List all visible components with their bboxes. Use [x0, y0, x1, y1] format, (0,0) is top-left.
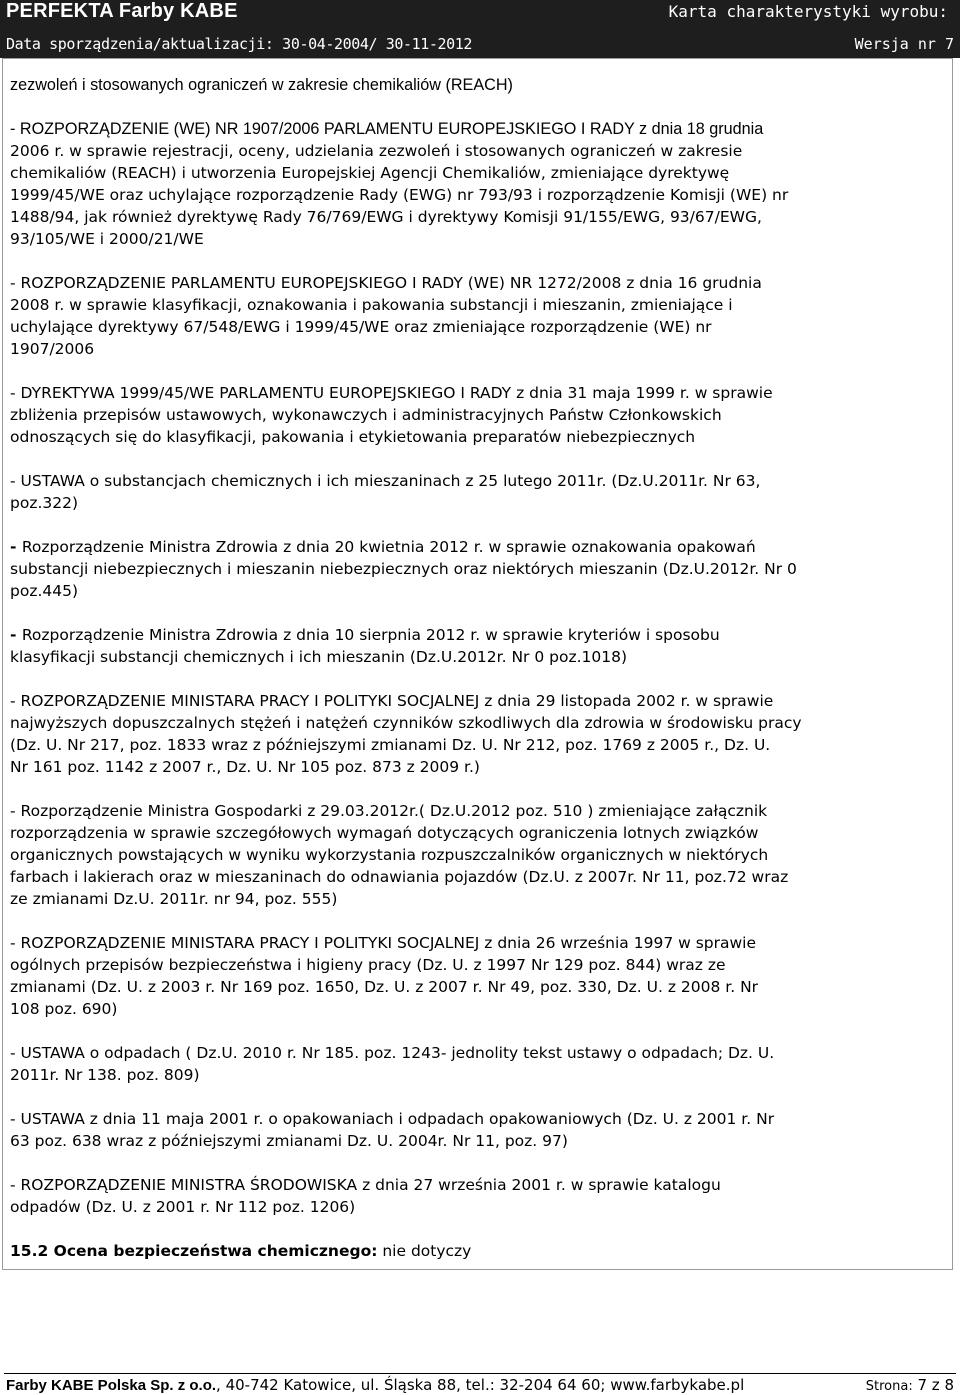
footer-divider	[4, 1373, 956, 1374]
paragraph-line: - ROZPORZĄDZENIE (WE) NR 1907/2006 PARLAMENTU EUROPEJSKIEGO I RADY z dnia 18 grudnia	[10, 120, 764, 138]
date-line: Data sporządzenia/aktualizacji: 30-04-2004/ 30-11-2012	[6, 35, 473, 53]
paragraph-line: - USTAWA o odpadach ( Dz.U. 2010 r. Nr 185. poz. 1243- jednolity tekst ustawy o odpadach; Dz. U.	[10, 1044, 775, 1062]
paragraph-line: 2011r. Nr 138. poz. 809)	[10, 1066, 200, 1084]
bold-dash: -	[10, 538, 22, 556]
paragraph-line-text: Rozporządzenie Ministra Zdrowia z dnia 10 sierpnia 2012 r. w sprawie kryteriów i sposobu	[21, 626, 720, 644]
footer-company: Farby KABE Polska Sp. z o.o.	[6, 1377, 217, 1394]
paragraph-line: - ROZPORZĄDZENIE MINISTARA PRACY I POLITYKI SOCJALNEJ z dnia 29 listopada 2002 r. w sprawie	[10, 692, 774, 710]
paragraph-line: - ROZPORZĄDZENIE MINISTARA PRACY I POLITYKI SOCJALNEJ z dnia 26 września 1997 w sprawie	[10, 934, 757, 952]
paragraph-line: - DYREKTYWA 1999/45/WE PARLAMENTU EUROPEJSKIEGO I RADY z dnia 31 maja 1999 r. w sprawie	[10, 384, 773, 402]
page-number	[866, 1376, 954, 1394]
paragraph-line: - USTAWA o substancjach chemicznych i ich mieszaninach z 25 lutego 2011r. (Dz.U.2011r. Nr 63,	[10, 472, 761, 490]
paragraph-line: - USTAWA z dnia 11 maja 2001 r. o opakowaniach i odpadach opakowaniowych (Dz. U. z 2001 r. Nr	[10, 1110, 775, 1128]
paragraph-line: najwyższych dopuszczalnych stężeń i natężeń czynników szkodliwych dla zdrowia w środowisku pracy	[10, 714, 802, 732]
paragraph-line: 63 poz. 638 wraz z późniejszymi zmianami Dz. U. 2004r. Nr 11, poz. 97)	[10, 1132, 568, 1150]
regulation-paragraph	[10, 1174, 940, 1218]
paragraph-line: 2006 r. w sprawie rejestracji, oceny, udzielania zezwoleń i stosowanych ograniczeń w zakresie	[10, 142, 743, 160]
regulation-paragraph	[10, 272, 940, 360]
paragraph-line	[10, 624, 940, 646]
paragraph-line: ogólnych przepisów bezpieczeństwa i higieny pracy (Dz. U. z 1997 Nr 129 poz. 844) wraz ze	[10, 956, 726, 974]
bold-dash: -	[10, 626, 22, 644]
page-label: Strona:	[865, 1379, 913, 1394]
paragraph-line: zbliżenia przepisów ustawowych, wykonawczych i administracyjnych Państw Członkowskich	[10, 406, 722, 424]
paragraph-line: 93/105/WE i 2000/21/WE	[10, 230, 204, 248]
paragraph-line: zezwoleń i stosowanych ograniczeń w zakresie chemikaliów (REACH)	[10, 76, 513, 94]
regulation-paragraph	[10, 1108, 940, 1152]
section-title: 15.2 Ocena bezpieczeństwa chemicznego:	[10, 1242, 378, 1260]
paragraph-line: chemikaliów (REACH) i utworzenia Europejskiej Agencji Chemikaliów, zmieniające dyrektywę	[10, 164, 730, 182]
regulation-paragraph	[10, 74, 940, 96]
paragraph-line	[10, 536, 940, 558]
paragraph-line: odpadów (Dz. U. z 2001 r. Nr 112 poz. 1206)	[10, 1198, 356, 1216]
regulation-paragraph	[10, 800, 940, 910]
paragraph-line: - ROZPORZĄDZENIE PARLAMENTU EUROPEJSKIEGO I RADY (WE) NR 1272/2008 z dnia 16 grudnia	[10, 274, 762, 292]
paragraph-line: 2008 r. w sprawie klasyfikacji, oznakowania i pakowania substancji i mieszanin, zmieniające i	[10, 296, 733, 314]
paragraph-line: poz.445)	[10, 582, 79, 600]
document-header	[0, 0, 960, 58]
paragraph-line: Nr 161 poz. 1142 z 2007 r., Dz. U. Nr 105 poz. 873 z 2009 r.)	[10, 758, 480, 776]
paragraph-line: zmianami (Dz. U. z 2003 r. Nr 169 poz. 1650, Dz. U. z 2007 r. Nr 49, poz. 330, Dz. U. z 2008 r. Nr	[10, 978, 759, 996]
paragraph-line: poz.322)	[10, 494, 79, 512]
paragraph-line: - ROZPORZĄDZENIE MINISTRA ŚRODOWISKA z dnia 27 września 2001 r. w sprawie katalogu	[10, 1176, 721, 1194]
regulation-paragraph	[10, 624, 940, 668]
regulation-paragraph	[10, 690, 940, 778]
document-title: Karta charakterystyki wyrobu:	[668, 2, 948, 21]
regulation-paragraph	[10, 118, 940, 250]
regulation-paragraph	[10, 382, 940, 448]
paragraph-line: rozporządzenia w sprawie szczegółowych wymagań dotyczących ograniczenia lotnych związków	[10, 824, 759, 842]
regulation-paragraph	[10, 932, 940, 1020]
regulation-paragraph	[10, 1042, 940, 1086]
paragraph-line: 108 poz. 690)	[10, 1000, 118, 1018]
footer	[6, 1376, 952, 1394]
paragraph-line-text: Rozporządzenie Ministra Zdrowia z dnia 20 kwietnia 2012 r. w sprawie oznakowania opakowań	[21, 538, 756, 556]
paragraph-line: - Rozporządzenie Ministra Gospodarki z 29.03.2012r.( Dz.U.2012 poz. 510 ) zmieniające załącznik	[10, 802, 768, 820]
section-value: nie dotyczy	[382, 1242, 472, 1260]
paragraph-line: uchylające dyrektywy 67/548/EWG i 1999/45/WE oraz zmieniające rozporządzenie (WE) nr	[10, 318, 712, 336]
paragraph-line: 1488/94, jak również dyrektywę Rady 76/769/EWG i dyrektywy Komisji 91/155/EWG, 93/67/EWG,	[10, 208, 762, 226]
page-value: 7 z 8	[917, 1376, 954, 1394]
paragraph-line: farbach i lakierach oraz w mieszaninach do odnawiania pojazdów (Dz.U. z 2007r. Nr 11, poz.72 wraz	[10, 868, 789, 886]
paragraph-line: odnoszących się do klasyfikacji, pakowania i etykietowania preparatów niebezpiecznych	[10, 428, 696, 446]
section-15-2	[10, 1240, 940, 1262]
paragraph-line: (Dz. U. Nr 217, poz. 1833 wraz z późniejszymi zmianami Dz. U. Nr 212, poz. 1769 z 2005 r., Dz. U.	[10, 736, 771, 754]
paragraph-line: 1999/45/WE oraz uchylające rozporządzenie Rady (EWG) nr 793/93 i rozporządzenie Komisji (WE) nr	[10, 186, 789, 204]
paragraph-line: organicznych powstających w wyniku wykorzystania rozpuszczalników organicznych w niektórych	[10, 846, 769, 864]
document-body	[10, 74, 940, 1284]
regulation-paragraph	[10, 536, 940, 602]
regulation-paragraph	[10, 470, 940, 514]
footer-address: , 40-742 Katowice, ul. Śląska 88, tel.: 32-204 64 60; www.farbykabe.pl	[216, 1376, 745, 1394]
paragraph-line: klasyfikacji substancji chemicznych i ich mieszanin (Dz.U.2012r. Nr 0 poz.1018)	[10, 648, 628, 666]
version-label: Wersja nr 7	[854, 35, 954, 53]
paragraph-line: substancji niebezpiecznych i mieszanin niebezpiecznych oraz niektórych mieszanin (Dz.U.2012r. Nr 0	[10, 560, 797, 578]
company-title: PERFEKTA Farby KABE	[6, 0, 238, 22]
paragraph-line: 1907/2006	[10, 340, 95, 358]
paragraph-line: ze zmianami Dz.U. 2011r. nr 94, poz. 555)	[10, 890, 338, 908]
